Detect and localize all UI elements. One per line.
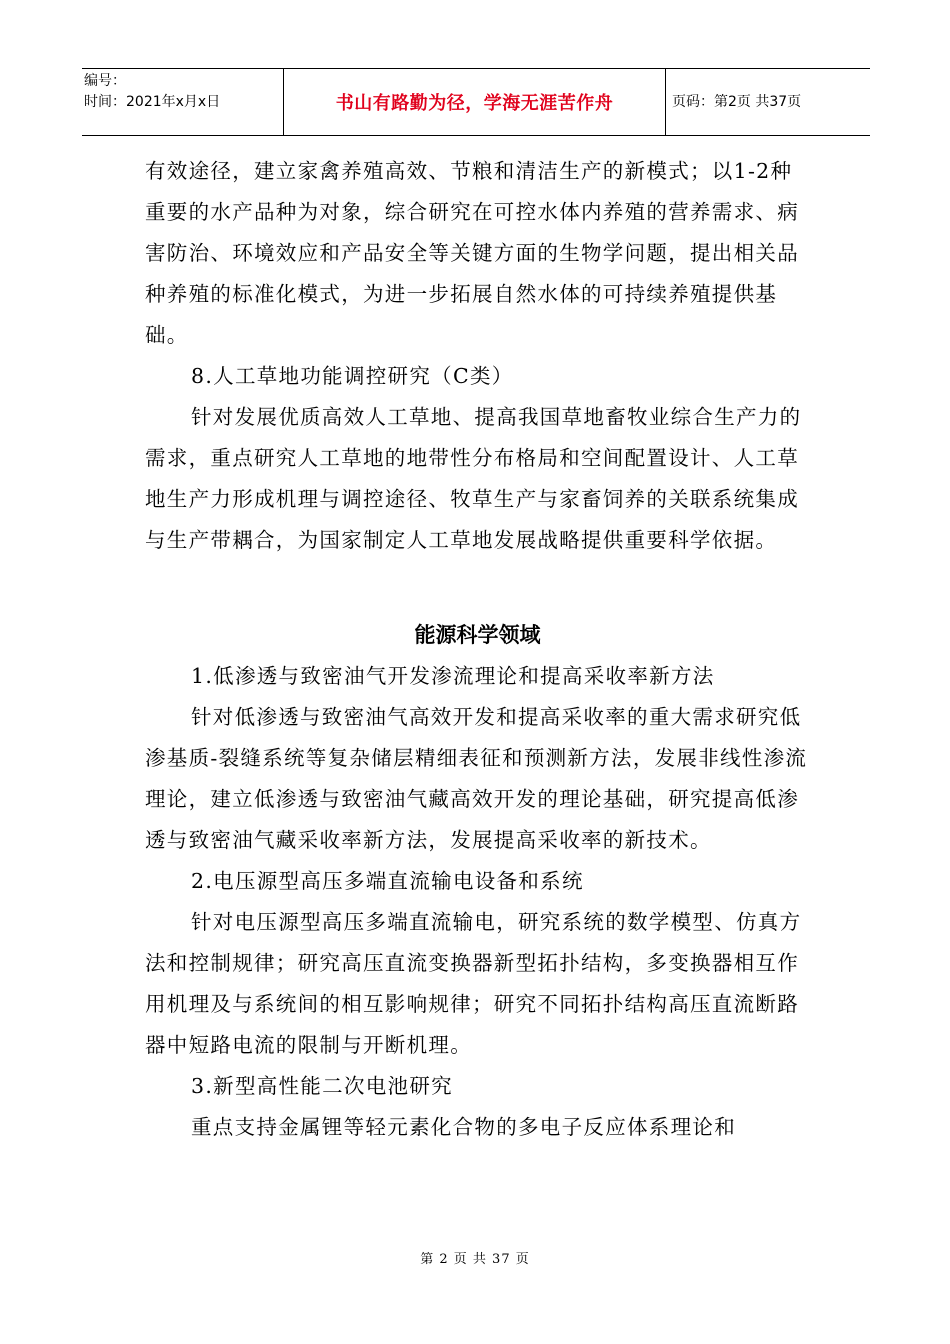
energy-item-3-body: 重点支持金属锂等轻元素化合物的多电子反应体系理论和 <box>191 1115 736 1139</box>
header-motto-cell <box>284 69 666 135</box>
page-header <box>82 68 870 136</box>
energy-item-2-heading: 2.电压源型高压多端直流输电设备和系统 <box>191 869 584 893</box>
header-info-cell <box>82 69 284 135</box>
item-8-heading: 8.人工草地功能调控研究（C类） <box>191 364 514 388</box>
page-footer: 第 2 页 共 37 页 <box>420 1252 530 1267</box>
energy-item-1-heading: 1.低渗透与致密油气开发渗流理论和提高采收率新方法 <box>191 664 715 688</box>
paragraph-poultry-aquaculture: 有效途径，建立家禽养殖高效、节粮和清洁生产的新模式；以1-2种重要的水产品种为对象，综合研究在可控水体内养殖的营养需求、病害防治、环境效应和产品安全等关键方面的生物学问题，提出相关品种养殖的标准化模式，为进一步拓展自然水体的可持续养殖提供基础。 <box>145 159 799 347</box>
header-page-cell <box>666 69 870 135</box>
document-number-label: 编号： <box>84 73 126 89</box>
energy-item-2-body: 针对电压源型高压多端直流输电，研究系统的数学模型、仿真方法和控制规律；研究高压直流变换器新型拓扑结构，多变换器相互作用机理及与系统间的相互影响规律；研究不同拓扑结构高压直流断路器中短路电流的限制与开断机理。 <box>145 910 802 1057</box>
document-date-label: 时间：2021年x月x日 <box>84 94 221 110</box>
header-motto: 书山有路勤为径，学海无涯苦作舟 <box>335 93 614 114</box>
section-title-energy-science: 能源科学领域 <box>414 623 541 647</box>
energy-item-3-heading: 3.新型高性能二次电池研究 <box>191 1074 453 1098</box>
header-page-number: 页码：第2页 共37页 <box>672 93 802 110</box>
document-body <box>145 151 810 1148</box>
item-8-body: 针对发展优质高效人工草地、提高我国草地畜牧业综合生产力的需求，重点研究人工草地的地带性分布格局和空间配置设计、人工草地生产力形成机理与调控途径、牧草生产与家畜饲养的关联系统集成与生产带耦合，为国家制定人工草地发展战略提供重要科学依据。 <box>145 405 802 552</box>
energy-item-1-body: 针对低渗透与致密油气高效开发和提高采收率的重大需求研究低渗基质-裂缝系统等复杂储层精细表征和预测新方法，发展非线性渗流理论，建立低渗透与致密油气藏高效开发的理论基础，研究提高低渗透与致密油气藏采收率新方法，发展提高采收率的新技术。 <box>145 705 808 852</box>
